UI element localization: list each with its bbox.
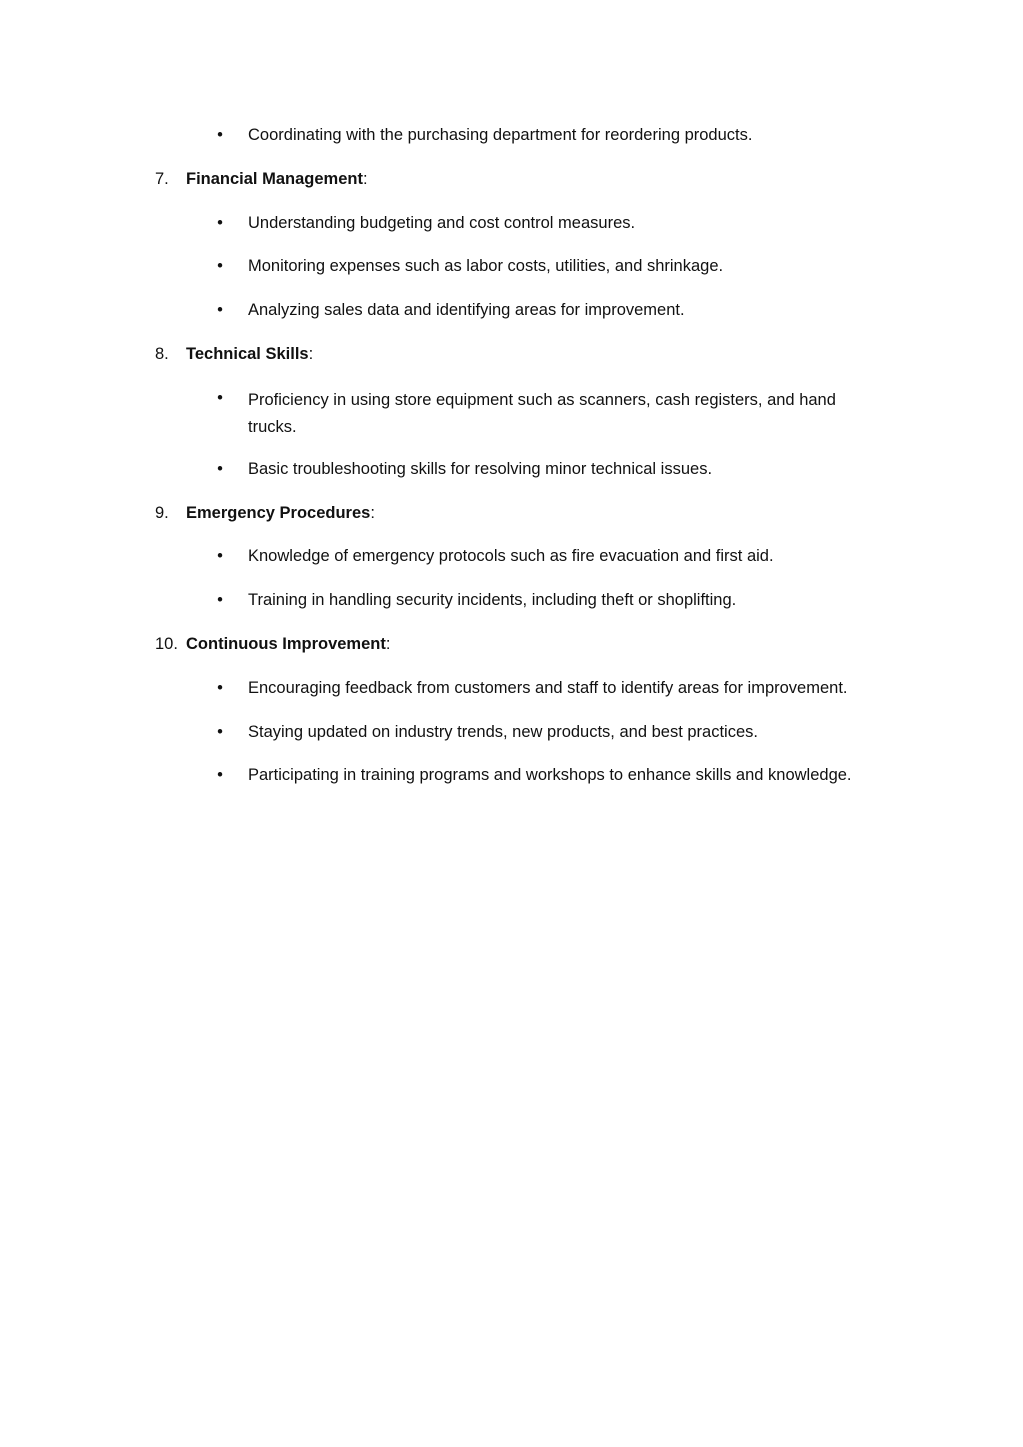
list-item [0,124,1023,146]
bullet-icon: • [217,459,223,478]
list-item [0,589,1023,611]
section-heading [0,168,1023,190]
section-colon: : [370,503,375,522]
list-item-text: Training in handling security incidents, including theft or shoplifting. [248,591,737,610]
list-item-text: Understanding budgeting and cost control measures. [248,213,636,232]
section-heading [0,502,1023,524]
bullet-icon: • [217,257,223,276]
list-item [0,764,1023,786]
list-item-text: Encouraging feedback from customers and staff to identify areas for improvement. [248,678,848,697]
list-item-text: Monitoring expenses such as labor costs, utilities, and shrinkage. [248,257,724,276]
bullet-icon: • [217,126,223,144]
list-item [0,387,1023,441]
bullet-icon: • [217,301,223,320]
section-title: Technical Skills [186,344,309,363]
list-item [0,677,1023,699]
bullet-icon: • [217,547,223,566]
section-number: 8. [155,344,169,363]
list-item [0,458,1023,480]
section-title: Continuous Improvement [186,634,386,653]
section-number: 7. [155,169,169,188]
section-heading [0,633,1023,655]
section-colon: : [385,634,391,653]
list-item-text: Basic troubleshooting skills for resolving minor technical issues. [248,459,713,478]
list-item [0,255,1023,277]
list-item-text: Proficiency in using store equipment such as scanners, cash registers, and hand trucks. [248,390,836,436]
bullet-icon: • [217,722,223,741]
document-body [0,124,1023,808]
list-item [0,545,1023,567]
section-title: Emergency Procedures [186,503,371,522]
list-item-text: Analyzing sales data and identifying areas for improvement. [248,301,685,320]
section-heading [0,343,1023,365]
bullet-icon: • [217,213,223,232]
bullet-icon: • [217,591,223,610]
list-item-text: Knowledge of emergency protocols such as fire evacuation and first aid. [248,547,774,566]
section-colon: : [362,169,368,188]
list-item [0,212,1023,234]
list-item-text: Coordinating with the purchasing department for reordering products. [248,126,753,144]
bullet-icon: • [217,678,223,697]
list-item-text: Participating in training programs and workshops to enhance skills and knowledge. [248,766,852,785]
section-title: Financial Management [186,169,363,188]
bullet-icon: • [217,388,223,407]
section-colon: : [308,344,314,363]
bullet-icon: • [217,766,223,785]
section-number: 9. [155,503,169,522]
list-item-text: Staying updated on industry trends, new products, and best practices. [248,722,758,741]
list-item [0,721,1023,743]
section-number: 10. [155,634,178,653]
list-item [0,299,1023,321]
